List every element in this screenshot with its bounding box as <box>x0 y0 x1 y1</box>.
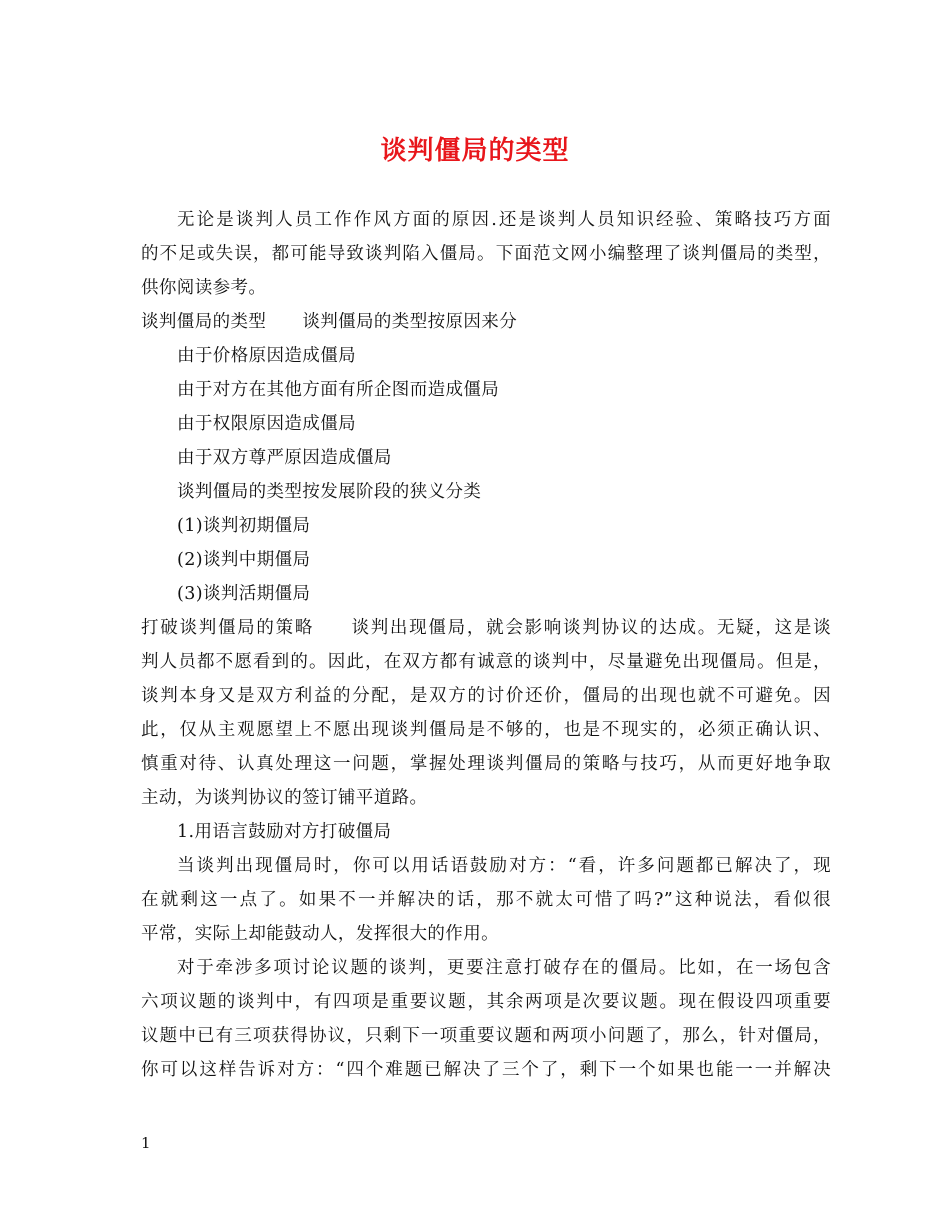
paragraph-line: 当谈判出现僵局时，你可以用话语鼓励对方：“看，许多问题都已解决了，现 <box>177 856 831 876</box>
page-number: 1 <box>141 1134 151 1152</box>
section-heading: 谈判僵局的类型 <box>141 312 267 332</box>
subsection-heading: 1.用语言鼓励对方打破僵局 <box>177 822 392 842</box>
list-item: 由于价格原因造成僵局 <box>177 346 356 366</box>
paragraph-line: 无论是谈判人员工作作风方面的原因.还是谈判人员知识经验、策略技巧方面 <box>177 210 831 230</box>
subsection-heading: 谈判僵局的类型按发展阶段的狭义分类 <box>177 482 482 502</box>
paragraph-line: 平常，实际上却能鼓动人，发挥很大的作用。 <box>141 924 499 944</box>
section-heading: 打破谈判僵局的策略 <box>141 618 315 638</box>
list-item: 由于权限原因造成僵局 <box>177 414 356 434</box>
list-item: 由于对方在其他方面有所企图而造成僵局 <box>177 380 500 400</box>
heading-line <box>141 611 831 645</box>
paragraph-line: 主动，为谈判协议的签订铺平道路。 <box>141 788 428 808</box>
paragraph-line: 判人员都不愿看到的。因此，在双方都有诚意的谈判中，尽量避免出现僵局。但是， <box>141 652 831 672</box>
subsection-heading: 谈判僵局的类型按原因来分 <box>302 312 518 332</box>
paragraph-line: 你可以这样告诉对方：“四个难题已解决了三个了，剩下一个如果也能一一并解决 <box>141 1060 831 1080</box>
paragraph-line: 慎重对待、认真处理这一问题，掌握处理谈判僵局的策略与技巧，从而更好地争取 <box>141 754 831 774</box>
list-item: 由于双方尊严原因造成僵局 <box>177 448 392 468</box>
paragraph-line: 在就剩这一点了。如果不一并解决的话，那不就太可惜了吗?”这种说法，看似很 <box>141 890 831 910</box>
paragraph-line: 对于牵涉多项讨论议题的谈判，更要注意打破存在的僵局。比如，在一场包含 <box>177 958 831 978</box>
paragraph-text: 谈判出现僵局，就会影响谈判协议的达成。无疑，这是谈 <box>350 618 831 638</box>
list-item: (3)谈判活期僵局 <box>177 584 311 604</box>
paragraph-line: 六项议题的谈判中，有四项是重要议题，其余两项是次要议题。现在假设四项重要 <box>141 992 831 1012</box>
paragraph-line: 议题中已有三项获得协议，只剩下一项重要议题和两项小问题了，那么，针对僵局， <box>141 1026 831 1046</box>
document-body <box>141 203 831 1087</box>
paragraph-line: 供你阅读参考。 <box>141 278 267 298</box>
list-item: (2)谈判中期僵局 <box>177 550 311 570</box>
list-item: (1)谈判初期僵局 <box>177 516 311 536</box>
document-title: 谈判僵局的类型 <box>380 136 570 166</box>
paragraph-line: 的不足或失误，都可能导致谈判陷入僵局。下面范文网小编整理了谈判僵局的类型， <box>141 244 831 264</box>
paragraph-line: 谈判本身又是双方利益的分配，是双方的讨价还价，僵局的出现也就不可避免。因 <box>141 686 831 706</box>
paragraph-line: 此，仅从主观愿望上不愿出现谈判僵局是不够的，也是不现实的，必须正确认识、 <box>141 720 831 740</box>
heading-line <box>141 305 831 339</box>
